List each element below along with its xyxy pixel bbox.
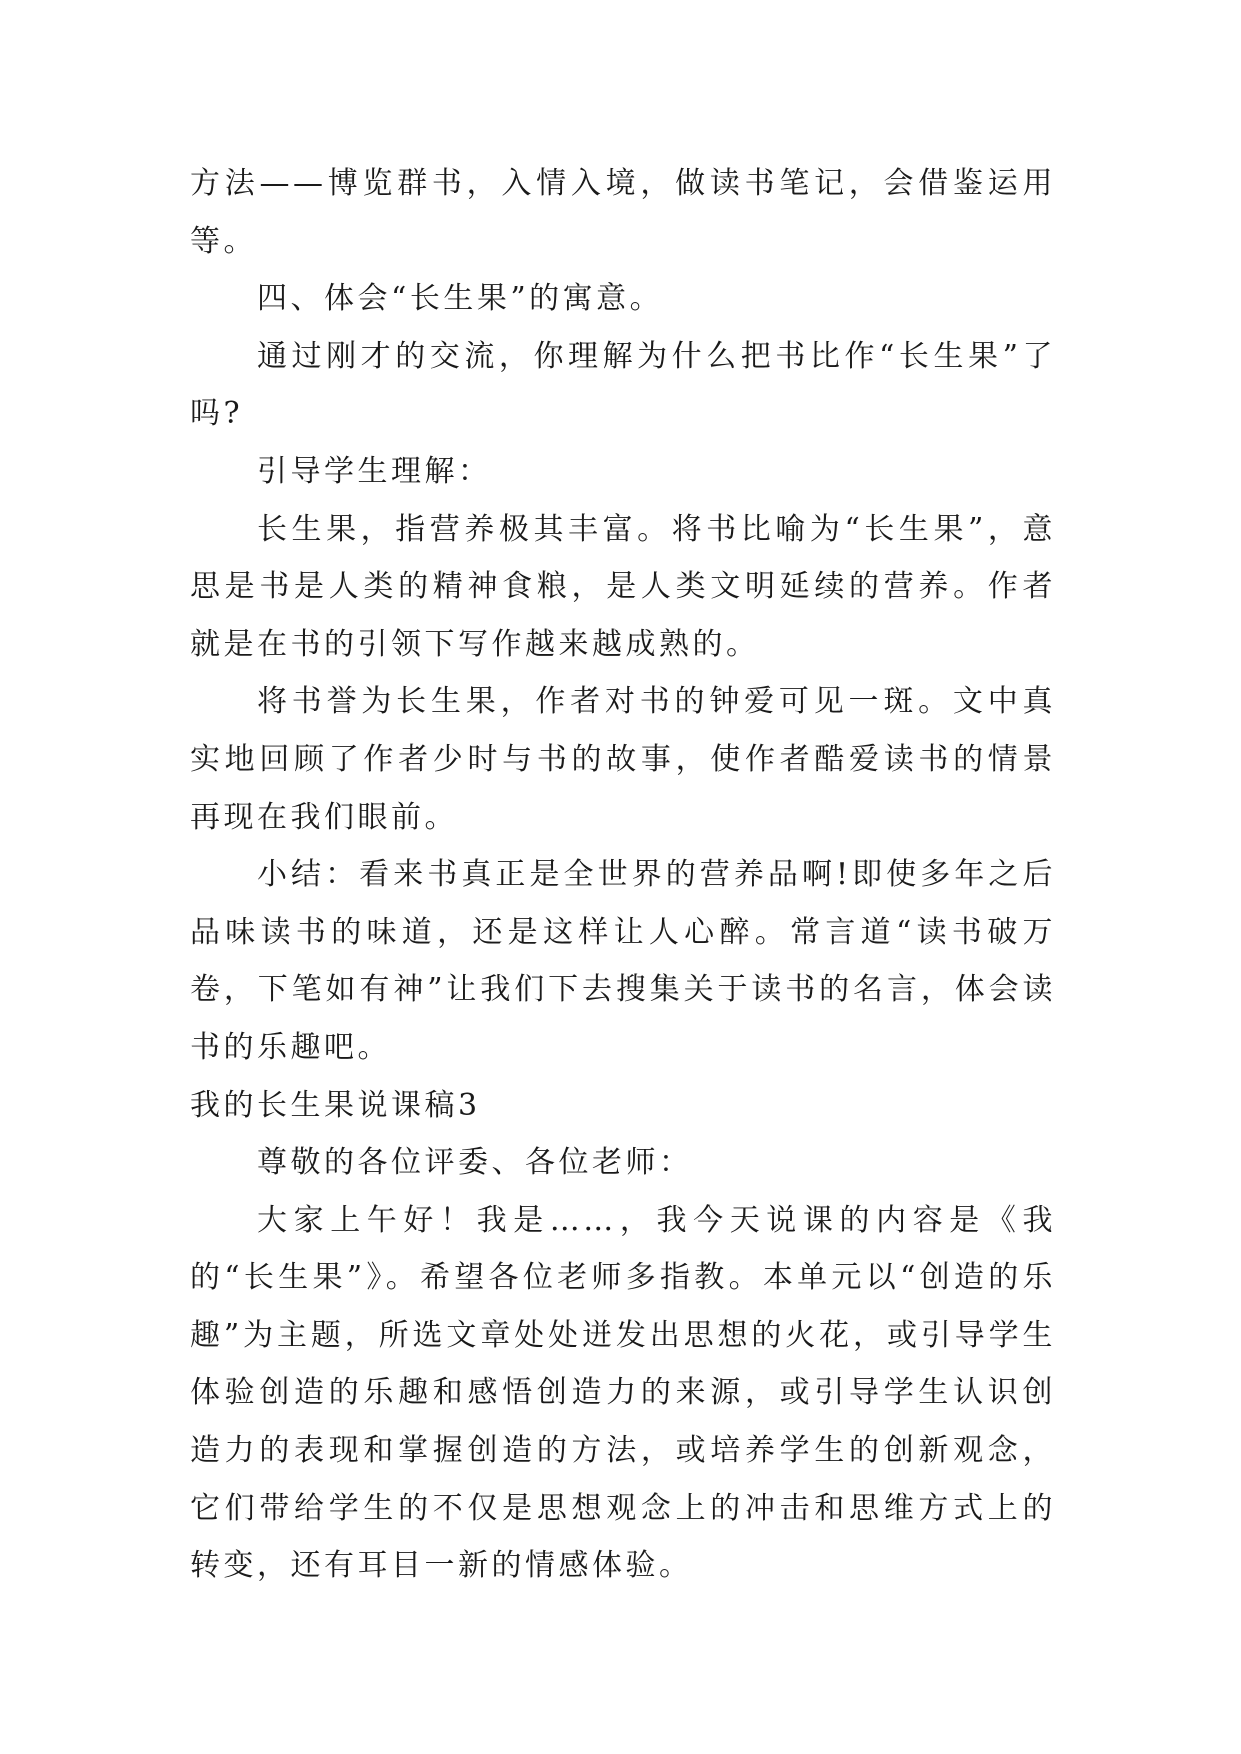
- document-body: [190, 155, 1056, 1595]
- section-heading-four: 四、体会“长生果”的寓意。: [257, 281, 664, 317]
- paragraph-salutation: 尊敬的各位评委、各位老师：: [257, 1145, 693, 1181]
- paragraph-meaning: 长生果，指营养极其丰富。将书比喻为“长生果”，意思是书是人类的精神食粮，是人类文明延续的营养。作者就是在书的引领下写作越来越成熟的。: [190, 511, 1056, 662]
- paragraph-love-of-books: 将书誉为长生果，作者对书的钟爱可见一斑。文中真实地回顾了作者少时与书的故事，使作者酷爱读书的情景再现在我们眼前。: [190, 684, 1056, 835]
- paragraph-question: 通过刚才的交流，你理解为什么把书比作“长生果”了吗?: [190, 338, 1056, 432]
- document-section-title: 我的长生果说课稿3: [190, 1087, 481, 1123]
- paragraph-guide: 引导学生理解：: [257, 453, 492, 489]
- paragraph-methods-continuation: 方法——博览群书，入情入境，做读书笔记，会借鉴运用等。: [190, 166, 1056, 259]
- paragraph-summary: 小结：看来书真正是全世界的营养品啊!即使多年之后品味读书的味道，还是这样让人心醉。常言道“读书破万卷，下笔如有神”让我们下去搜集关于读书的名言，体会读书的乐趣吧。: [190, 857, 1056, 1065]
- paragraph-introduction: 大家上午好！我是……，我今天说课的内容是《我的“长生果”》。希望各位老师多指教。本单元以“创造的乐趣”为主题，所选文章处处迸发出思想的火花，或引导学生体验创造的乐趣和感悟创造力的来源，或引导学生认识创造力的表现和掌握创造的方法，或培养学生的创新观念，它们带给学生的不仅是思想观念上的冲击和思维方式上的转变，还有耳目一新的情感体验。: [190, 1202, 1056, 1584]
